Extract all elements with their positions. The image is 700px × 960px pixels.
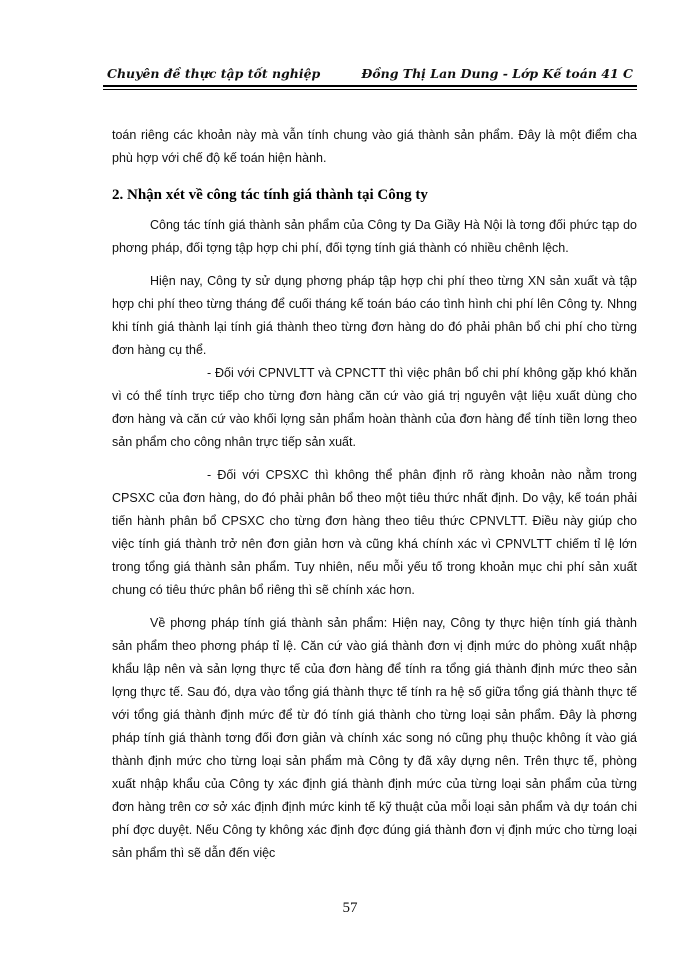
header-rule	[103, 85, 637, 87]
paragraph-continuation: toán riêng các khoản này mà vẫn tính chung vào giá thành sản phẩm. Đây là một điểm cha phù hợp với chế độ kế toán hiện hành.	[112, 128, 637, 165]
header-right-author: Đồng Thị Lan Dung - Lớp Kế toán 41 C	[361, 66, 633, 81]
page-header	[103, 64, 637, 88]
page-body	[112, 124, 637, 865]
spacer	[112, 454, 637, 464]
section-heading: 2. Nhận xét về công tác tính giá thành tại Công ty	[112, 187, 428, 203]
paragraph-2: Hiện nay, Công ty sử dụng phơng pháp tập hợp chi phí theo từng XN sản xuất và tập hợp chi phí theo từng tháng để cuối tháng kế toán báo cáo tình hình chi phí lên Công ty. Nhng khi tính giá thành lại tính giá thành theo từng đơn hàng do đó phải phân bổ chi phí cho từng đơn hàng cụ thể.	[112, 274, 637, 357]
spacer	[112, 260, 637, 270]
paragraph-5: Về phơng pháp tính giá thành sản phẩm: Hiện nay, Công ty thực hiện tính giá thành sản phẩm theo phơng pháp tỉ lệ. Căn cứ vào giá thành đơn vị định mức do phòng xuất nhập khẩu lập nên và sản lợng thực tế của đơn hàng để tính ra tổng giá thành định mức theo sản lợng thực tế. Sau đó, dựa vào tổng giá thành thực tế tính ra hệ số giữa tổng giá thành thực tế với tổng giá thành định mức để từ đó tính giá thành cho từng loại sản phẩm. Đây là phơng pháp tính giá thành tơng đối đơn giản và chính xác song nó cũng phụ thuộc không ít vào giá thành định mức cho từng loại sản phẩm mà Công ty đã xây dựng nên. Trên thực tế, phòng xuất nhập khẩu của Công ty xác định giá thành định mức của từng loại sản phẩm của từng đơn hàng trên cơ sở xác định định mức kinh tế kỹ thuật của mỗi loại sản phẩm và dự toán chi phí đợc duyệt. Nếu Công ty không xác định đợc đúng giá thành đơn vị định mức cho từng loại sản phẩm thì sẽ dẫn đến việc	[112, 616, 637, 860]
header-rule-thin	[103, 89, 637, 90]
header-left-title: Chuyên đề thực tập tốt nghiệp	[107, 66, 321, 81]
paragraph-4: - Đối với CPSXC thì không thể phân định rõ ràng khoản nào nằm trong CPSXC của đơn hàng, do đó phải phân bổ theo một tiêu thức nhất định. Do vậy, kế toán phải tiến hành phân bổ CPSXC cho từng đơn hàng theo tiêu thức CPNVLTT. Điều này giúp cho việc tính giá thành trở nên đơn giản hơn và cũng khá chính xác vì CPNVLTT chiếm tỉ lệ lớn trong tổng giá thành sản phẩm. Tuy nhiên, nếu mỗi yếu tố trong khoản mục chi phí sản xuất chung có tiêu thức phân bổ riêng thì sẽ chính xác hơn.	[112, 468, 637, 597]
paragraph-3: - Đối với CPNVLTT và CPNCTT thì việc phân bổ chi phí không gặp khó khăn vì có thể tính trực tiếp cho từng đơn hàng căn cứ vào giá trị nguyên vật liệu xuất dùng cho đơn hàng và căn cứ vào khối lợng sản phẩm hoàn thành của đơn hàng để tính tiền lơng theo sản phẩm cho công nhân trực tiếp sản xuất.	[112, 366, 637, 449]
paragraph-1: Công tác tính giá thành sản phẩm của Công ty Da Giầy Hà Nội là tơng đối phức tạp do phơng pháp, đối tợng tập hợp chi phí, đối tợng tính giá thành có nhiều chênh lệch.	[112, 218, 637, 255]
spacer	[112, 602, 637, 612]
page-number: 57	[342, 900, 358, 916]
spacer	[112, 170, 637, 180]
